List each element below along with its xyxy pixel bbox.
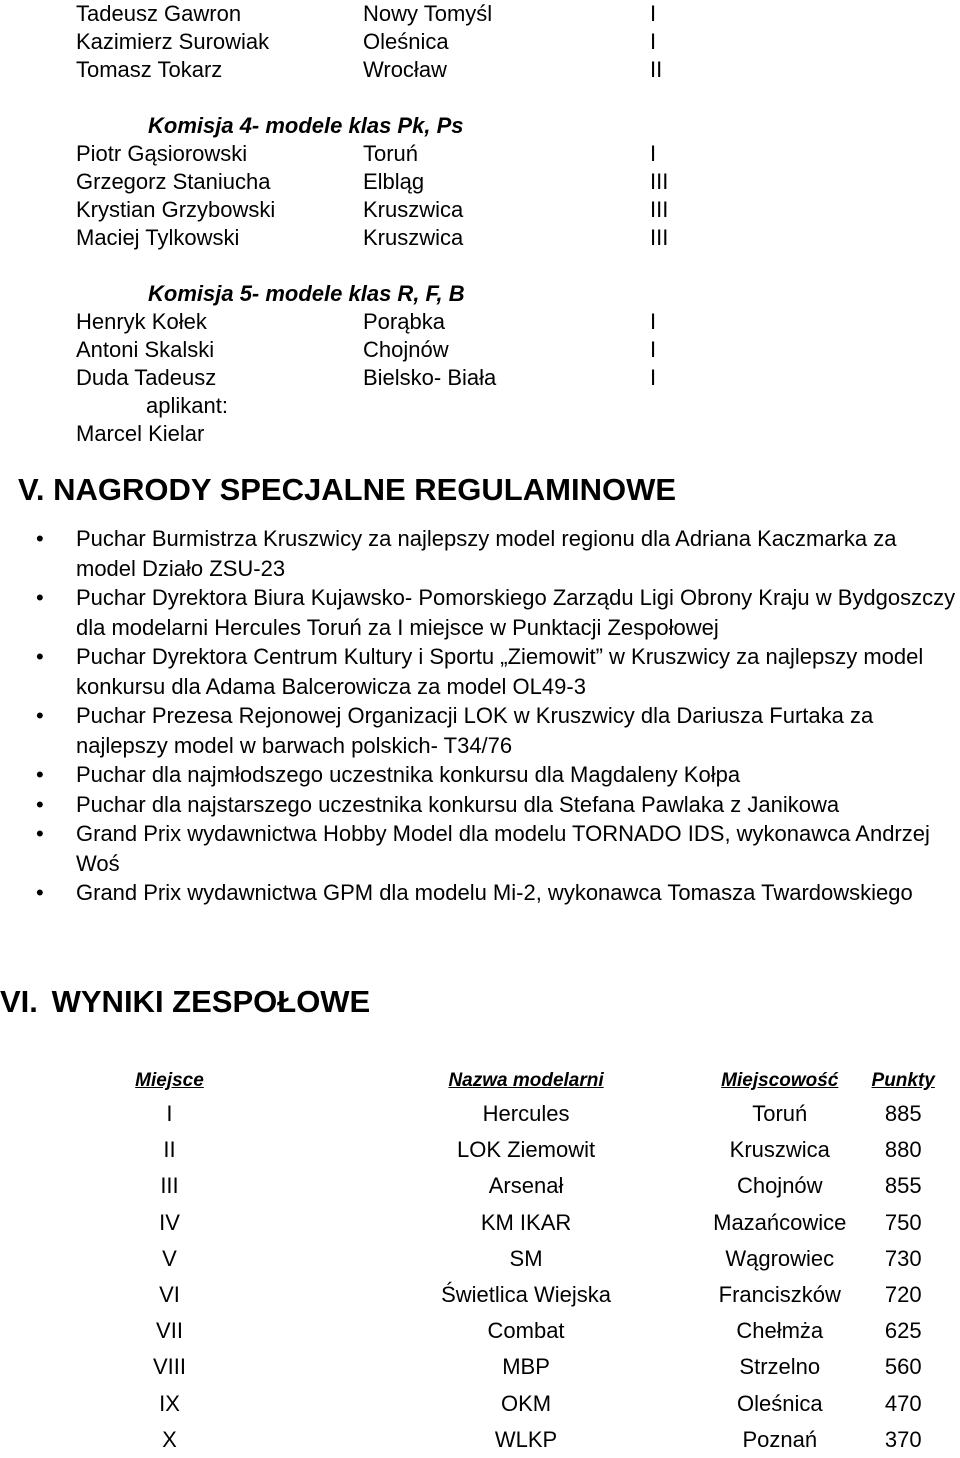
judge-class: I [650, 1, 657, 26]
cell-place: V [162, 1245, 177, 1271]
table-row [0, 1132, 960, 1168]
commission-5-heading-row [0, 280, 960, 308]
judge-class: III [650, 197, 669, 222]
judge-city: Nowy Tomyśl [363, 1, 493, 26]
commission-4-heading: Komisja 4- modele klas Pk, Ps [148, 113, 464, 138]
judge-class: I [650, 337, 657, 362]
table-row [0, 1096, 960, 1132]
cell-city: Chojnów [736, 1173, 823, 1199]
cell-city: Mazańcowice [713, 1209, 847, 1235]
cell-city: Franciszków [718, 1282, 841, 1308]
section-5-title: NAGRODY SPECJALNE REGULAMINOWE [53, 472, 676, 507]
cell-place: II [163, 1137, 176, 1163]
cell-city: Kruszwica [729, 1137, 830, 1163]
special-awards-list [0, 524, 960, 908]
cell-club: WLKP [494, 1426, 558, 1452]
judge-city: Kruszwica [363, 197, 464, 222]
cell-place: VII [156, 1318, 183, 1344]
commission-4-heading-row [0, 112, 960, 140]
cell-points: 730 [884, 1245, 922, 1271]
judge-city: Chojnów [363, 337, 449, 362]
cell-points: 720 [884, 1282, 922, 1308]
judge-name: Tomasz Tokarz [76, 57, 223, 82]
judge-city: Toruń [363, 141, 419, 166]
judge-row [0, 336, 960, 364]
cell-points: 625 [884, 1318, 922, 1344]
cell-club: Świetlica Wiejska [441, 1282, 612, 1308]
team-results-table [0, 1066, 960, 1458]
cell-club: Combat [487, 1318, 565, 1344]
applicant-name: Marcel Kielar [76, 421, 205, 446]
table-header-row [0, 1066, 960, 1096]
applicant-label-row [0, 392, 960, 420]
table-row [0, 1313, 960, 1349]
cell-points: 885 [884, 1101, 922, 1126]
cell-city: Toruń [752, 1101, 808, 1126]
list-item: • Puchar dla najstarszego uczestnika konkursu dla Stefana Pawlaka z Janikowa [0, 790, 960, 820]
cell-points: 370 [884, 1426, 922, 1452]
cell-city: Poznań [742, 1426, 818, 1452]
judge-name: Kazimierz Surowiak [76, 29, 270, 54]
judge-row [0, 56, 960, 84]
judge-name: Tadeusz Gawron [76, 1, 242, 26]
column-header-club: Nazwa modelarni [448, 1070, 604, 1091]
column-header-points: Punkty [871, 1070, 935, 1091]
judge-row [0, 224, 960, 252]
cell-club: MBP [502, 1354, 550, 1380]
cell-place: III [160, 1173, 179, 1199]
judge-class: I [650, 309, 657, 334]
judge-row [0, 140, 960, 168]
cell-club: OKM [500, 1390, 552, 1416]
section-6-heading [0, 982, 370, 1022]
judge-row [0, 364, 960, 392]
judge-row [0, 28, 960, 56]
judge-name: Grzegorz Staniucha [76, 169, 271, 194]
list-item: • Puchar dla najmłodszego uczestnika konkursu dla Magdaleny Kołpa [0, 760, 960, 790]
cell-place: VIII [152, 1354, 186, 1380]
cell-club: Arsenał [488, 1173, 564, 1199]
judge-city: Kruszwica [363, 225, 464, 250]
column-header-place: Miejsce [135, 1070, 204, 1091]
applicant-label: aplikant: [146, 393, 228, 418]
judge-class: III [650, 169, 669, 194]
table-row [0, 1241, 960, 1277]
cell-points: 880 [884, 1137, 922, 1163]
table-row [0, 1205, 960, 1241]
judge-name: Krystian Grzybowski [76, 197, 276, 222]
applicant-row [0, 420, 960, 448]
table-row [0, 1422, 960, 1458]
cell-points: 855 [884, 1173, 922, 1199]
cell-club: LOK Ziemowit [456, 1137, 596, 1163]
column-header-city: Miejscowość [721, 1070, 839, 1091]
cell-points: 470 [884, 1390, 922, 1416]
judge-name: Duda Tadeusz [76, 365, 217, 390]
section-6-number: VI. [0, 984, 38, 1019]
judge-name: Maciej Tylkowski [76, 225, 240, 250]
cell-place: IV [159, 1209, 180, 1235]
judge-city: Oleśnica [363, 29, 449, 54]
judge-row [0, 196, 960, 224]
list-item: • Grand Prix wydawnictwa Hobby Model dla modelu TORNADO IDS, wykonawca Andrzej Woś [0, 819, 960, 878]
list-item: • Grand Prix wydawnictwa GPM dla modelu Mi-2, wykonawca Tomasza Twardowskiego [0, 878, 960, 908]
section-6-title: WYNIKI ZESPOŁOWE [51, 984, 371, 1019]
cell-city: Chełmża [736, 1318, 824, 1344]
judge-city: Bielsko- Biała [363, 365, 497, 390]
cell-club: KM IKAR [480, 1209, 572, 1235]
cell-city: Wągrowiec [725, 1245, 835, 1271]
cell-points: 560 [884, 1354, 922, 1380]
cell-place: X [162, 1426, 177, 1452]
judge-city: Elbląg [363, 169, 425, 194]
list-item: • Puchar Dyrektora Centrum Kultury i Sportu „Ziemowit” w Kruszwicy za najlepszy model konkursu dla Adama Balcerowicza za model OL49-3 [0, 642, 960, 701]
cell-club: SM [509, 1245, 543, 1271]
judge-row [0, 308, 960, 336]
cell-city: Strzelno [739, 1354, 821, 1380]
judge-class: I [650, 141, 657, 166]
judge-class: I [650, 29, 657, 54]
table-row [0, 1277, 960, 1313]
table-row [0, 1349, 960, 1385]
list-item: • Puchar Dyrektora Biura Kujawsko- Pomorskiego Zarządu Ligi Obrony Kraju w Bydgoszczy dla modelarni Hercules Toruń za I miejsce w Punktacji Zespołowej [0, 583, 960, 642]
judge-city: Wrocław [363, 57, 447, 82]
judge-name: Henryk Kołek [76, 309, 207, 334]
table-row [0, 1168, 960, 1204]
cell-place: I [166, 1101, 173, 1126]
judge-row [0, 168, 960, 196]
cell-club: Hercules [482, 1101, 570, 1126]
table-row [0, 1386, 960, 1422]
cell-place: VI [159, 1282, 180, 1308]
commission-5-heading: Komisja 5- modele klas R, F, B [148, 281, 465, 306]
judge-row [0, 0, 960, 28]
list-item: • Puchar Prezesa Rejonowej Organizacji LOK w Kruszwicy dla Dariusza Furtaka za najlepszy model w barwach polskich- T34/76 [0, 701, 960, 760]
judge-name: Piotr Gąsiorowski [76, 141, 248, 166]
judge-class: I [650, 365, 657, 390]
cell-points: 750 [884, 1209, 922, 1235]
judge-name: Antoni Skalski [76, 337, 215, 362]
section-5-heading [18, 470, 676, 510]
table-body [0, 1096, 960, 1458]
cell-city: Oleśnica [736, 1390, 823, 1416]
judge-city: Porąbka [363, 309, 445, 334]
judge-class: II [650, 57, 663, 82]
list-item: • Puchar Burmistrza Kruszwicy za najlepszy model regionu dla Adriana Kaczmarka za model Działo ZSU-23 [0, 524, 960, 583]
cell-place: IX [159, 1390, 180, 1416]
judge-class: III [650, 225, 669, 250]
section-5-number: V. [18, 472, 45, 507]
